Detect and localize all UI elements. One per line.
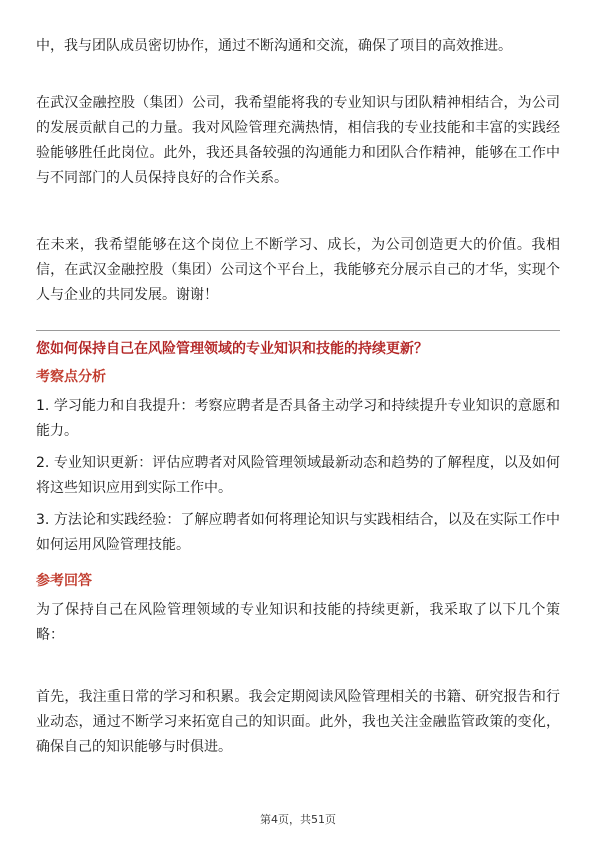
section-divider bbox=[36, 330, 560, 331]
analysis-item-1: 1. 学习能力和自我提升：考察应聘者是否具备主动学习和持续提升专业知识的意愿和能力。 bbox=[36, 398, 560, 439]
paragraph-future: 在未来，我希望能够在这个岗位上不断学习、成长，为公司创造更大的价值。我相信，在武汉金融控股（集团）公司这个平台上，我能够充分展示自己的才华，实现个人与企业的共同发展。谢谢！ bbox=[36, 237, 560, 303]
paragraph-continuation: 中，我与团队成员密切协作，通过不断沟通和交流，确保了项目的高效推进。 bbox=[36, 38, 512, 54]
analysis-item-2: 2. 专业知识更新：评估应聘者对风险管理领域最新动态和趋势的了解程度，以及如何将这些知识应用到实际工作中。 bbox=[36, 455, 560, 496]
question-heading: 您如何保持自己在风险管理领域的专业知识和技能的持续更新？ bbox=[36, 341, 428, 357]
analysis-item-3: 3. 方法论和实践经验：了解应聘者如何将理论知识与实践相结合，以及在实际工作中如何运用风险管理技能。 bbox=[36, 512, 560, 553]
answer-paragraph-first: 首先，我注重日常的学习和积累。我会定期阅读风险管理相关的书籍、研究报告和行业动态，通过不断学习来拓宽自己的知识面。此外，我也关注金融监管政策的变化，确保自己的知识能够与时俱进。 bbox=[36, 689, 560, 755]
answer-intro: 为了保持自己在风险管理领域的专业知识和技能的持续更新，我采取了以下几个策略： bbox=[36, 602, 560, 643]
paragraph-motivation: 在武汉金融控股（集团）公司，我希望能将我的专业知识与团队精神相结合，为公司的发展贡献自己的力量。我对风险管理充满热情，相信我的专业技能和丰富的实践经验能够胜任此岗位。此外，我还具备较强的沟通能力和团队合作精神，能够在工作中与不同部门的人员保持良好的合作关系。 bbox=[36, 95, 560, 186]
analysis-label: 考察点分析 bbox=[36, 369, 106, 385]
page-number: 第4页，共51页 bbox=[260, 813, 336, 826]
answer-label: 参考回答 bbox=[36, 573, 92, 589]
document-page bbox=[36, 0, 560, 842]
